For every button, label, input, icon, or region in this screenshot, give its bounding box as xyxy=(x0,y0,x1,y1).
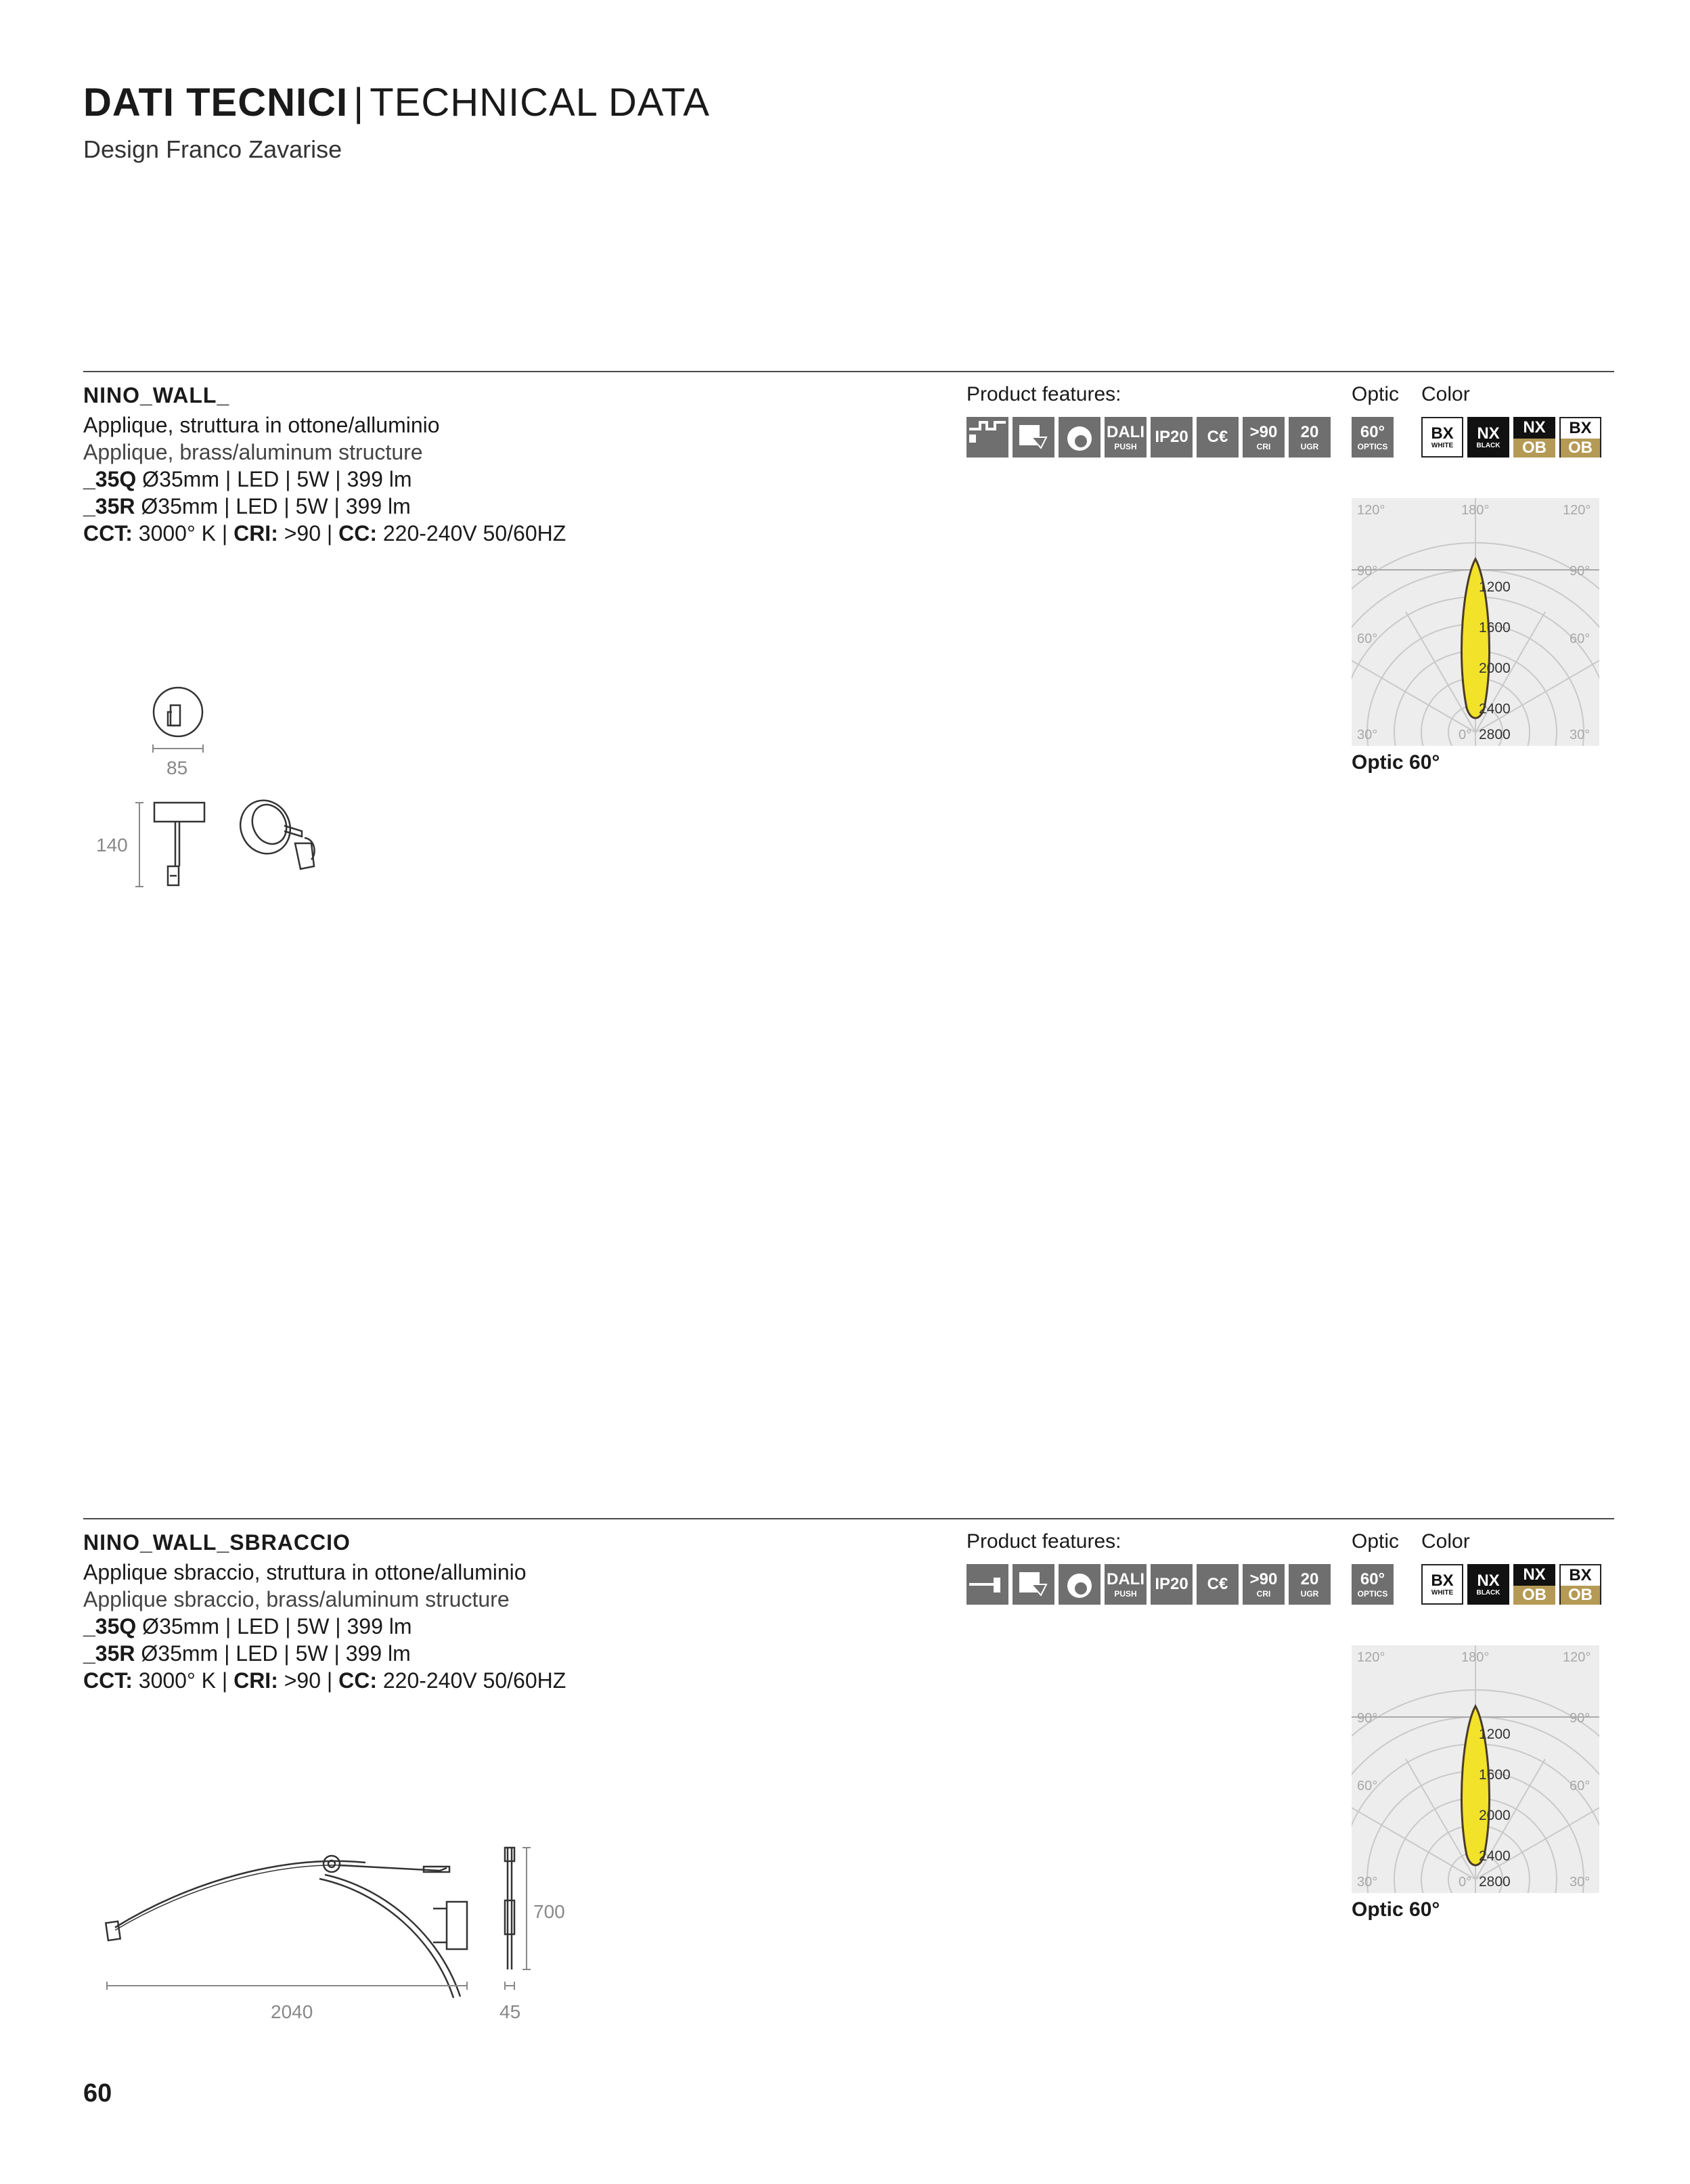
product-info xyxy=(83,1530,963,1695)
angle-label: 60° xyxy=(1357,631,1378,646)
dimension-width: 85 xyxy=(166,757,188,778)
optics-sub: OPTICS xyxy=(1357,1588,1388,1599)
variant-code: _35R xyxy=(83,494,135,518)
cri-badge-sub: CRI xyxy=(1256,1588,1271,1599)
angle-label: 90° xyxy=(1570,564,1591,579)
angle-label: 120° xyxy=(1357,1650,1385,1665)
cri-badge xyxy=(1243,1564,1285,1605)
ce-mark-badge xyxy=(1197,1564,1239,1605)
adjustable-icon xyxy=(1013,417,1054,458)
ip20-badge xyxy=(1151,417,1193,458)
product-technical-drawing xyxy=(81,677,379,907)
cri-badge-value: >90 xyxy=(1249,422,1278,441)
designer-credit: Design Franco Zavarise xyxy=(83,135,342,163)
variant-code: _35R xyxy=(83,1641,135,1666)
cct-value: 3000° K | xyxy=(138,1668,234,1693)
swatch-code: NX xyxy=(1523,1565,1546,1584)
product-technical-drawing xyxy=(81,1827,569,2030)
features-label: Product features: xyxy=(966,1530,1121,1553)
optic-caption: Optic 60° xyxy=(1352,751,1440,774)
description-italian: Applique sbraccio, struttura in ottone/alluminio xyxy=(83,1560,527,1584)
optics-value: 60° xyxy=(1360,422,1385,441)
ugr-badge-sub: UGR xyxy=(1300,1588,1319,1599)
color-swatch-nx-black xyxy=(1467,1564,1509,1605)
swatch-code: NX xyxy=(1523,418,1546,437)
section-divider xyxy=(83,1518,1614,1519)
cc-value: 220-240V 50/60HZ xyxy=(382,521,566,545)
ugr-badge-value: 20 xyxy=(1300,422,1319,441)
cri-value: >90 | xyxy=(284,521,339,545)
intensity-label: 2000 xyxy=(1479,661,1511,676)
angle-label: 90° xyxy=(1570,1711,1591,1726)
photometric-polar-diagram xyxy=(1352,498,1599,746)
variant-row xyxy=(83,1614,963,1641)
swatch-code: NX xyxy=(1477,1571,1500,1590)
swatch-code: BX xyxy=(1431,424,1454,443)
optics-badge xyxy=(1352,417,1394,458)
intensity-label: 2800 xyxy=(1479,1874,1511,1890)
intensity-label: 1600 xyxy=(1479,620,1511,636)
ce-text: C€ xyxy=(1207,1575,1228,1593)
cc-label: CC: xyxy=(338,1668,377,1693)
photometric-polar-diagram xyxy=(1352,1645,1599,1893)
features-label: Product features: xyxy=(966,383,1121,405)
optic-badges xyxy=(1352,1564,1394,1605)
swatch-code: BX xyxy=(1569,419,1592,437)
feature-badges xyxy=(966,417,1331,458)
variant-row xyxy=(83,494,963,521)
adjustable-icon xyxy=(1013,1564,1054,1605)
angle-label: 0° xyxy=(1459,728,1472,742)
angle-label: 90° xyxy=(1357,1711,1378,1726)
rotation-icon xyxy=(1059,1564,1100,1605)
color-swatches xyxy=(1421,1564,1601,1605)
description-english: Applique sbraccio, brass/aluminum structure xyxy=(83,1587,510,1611)
color-swatch-nx-ob xyxy=(1513,417,1555,458)
section-divider xyxy=(83,371,1614,372)
ce-mark-badge xyxy=(1197,417,1239,458)
angle-label: 60° xyxy=(1357,1779,1378,1793)
intensity-label: 2800 xyxy=(1479,727,1511,742)
angle-label: 120° xyxy=(1357,503,1385,518)
electrical-specs xyxy=(83,521,963,548)
page-title xyxy=(83,80,710,125)
angle-label: 30° xyxy=(1570,1875,1591,1890)
optics-sub: OPTICS xyxy=(1357,441,1388,451)
product-info xyxy=(83,383,963,548)
ugr-badge xyxy=(1289,1564,1331,1605)
intensity-label: 2000 xyxy=(1479,1808,1511,1823)
optic-label: Optic xyxy=(1352,1530,1400,1553)
variant-spec: Ø35mm | LED | 5W | 399 lm xyxy=(142,467,412,491)
angle-label: 180° xyxy=(1461,1650,1490,1665)
push-text: PUSH xyxy=(1114,441,1137,451)
cct-label: CCT: xyxy=(83,1668,133,1693)
intensity-label: 1600 xyxy=(1479,1767,1511,1783)
color-label: Color xyxy=(1421,383,1470,405)
description-italian: Applique, struttura in ottone/alluminio xyxy=(83,413,440,437)
color-swatch-bx-ob xyxy=(1559,1564,1601,1605)
ip-text: IP20 xyxy=(1155,428,1188,446)
color-swatch-bx-white xyxy=(1421,1564,1463,1605)
electrical-specs xyxy=(83,1668,963,1695)
swatch-name: WHITE xyxy=(1431,441,1454,449)
intensity-label: 2400 xyxy=(1479,1848,1511,1864)
dimension-height: 140 xyxy=(96,834,128,855)
color-swatches xyxy=(1421,417,1601,458)
swatch-code: BX xyxy=(1431,1571,1454,1590)
product-name: NINO_WALL_ xyxy=(83,383,230,407)
intensity-label: 1200 xyxy=(1479,579,1511,595)
cc-label: CC: xyxy=(338,521,377,545)
variant-code: _35Q xyxy=(83,467,137,491)
dali-push-badge xyxy=(1105,1564,1147,1605)
product-name: NINO_WALL_SBRACCIO xyxy=(83,1530,351,1555)
feature-badges xyxy=(966,1564,1331,1605)
cc-value: 220-240V 50/60HZ xyxy=(382,1668,566,1693)
swatch-name: WHITE xyxy=(1431,1588,1454,1597)
swatch-finish: OB xyxy=(1513,439,1555,458)
title-english: TECHNICAL DATA xyxy=(370,81,710,125)
angle-label: 30° xyxy=(1570,728,1591,742)
angle-label: 180° xyxy=(1461,503,1490,518)
optic-caption: Optic 60° xyxy=(1352,1898,1440,1921)
intensity-label: 1200 xyxy=(1479,1726,1511,1742)
dimension-height: 700 xyxy=(533,1901,565,1922)
color-swatch-bx-ob xyxy=(1559,417,1601,458)
variant-row xyxy=(83,467,963,494)
cri-label: CRI: xyxy=(234,1668,278,1693)
ugr-badge-value: 20 xyxy=(1300,1569,1319,1588)
dimension-width: 2040 xyxy=(271,2001,313,2022)
description-english: Applique, brass/aluminum structure xyxy=(83,440,423,464)
variant-spec: Ø35mm | LED | 5W | 399 lm xyxy=(141,1641,411,1666)
dali-push-badge xyxy=(1105,417,1147,458)
color-label: Color xyxy=(1421,1530,1470,1553)
swatch-name: BLACK xyxy=(1476,441,1500,449)
title-italian: DATI TECNICI xyxy=(83,81,349,125)
intensity-label: 2400 xyxy=(1479,701,1511,717)
swatch-code: NX xyxy=(1477,424,1500,443)
angle-label: 120° xyxy=(1563,503,1591,518)
ip20-badge xyxy=(1151,1564,1193,1605)
swatch-name: BLACK xyxy=(1476,1588,1500,1597)
title-separator: | xyxy=(353,81,365,125)
angle-label: 90° xyxy=(1357,564,1378,579)
cri-value: >90 | xyxy=(284,1668,339,1693)
cri-badge xyxy=(1243,417,1285,458)
dali-text: DALI xyxy=(1107,422,1144,441)
angle-label: 120° xyxy=(1563,1650,1591,1665)
recessed-mount-icon xyxy=(966,417,1008,458)
angle-label: 0° xyxy=(1459,1875,1472,1890)
cct-value: 3000° K | xyxy=(138,521,234,545)
angle-label: 30° xyxy=(1357,1875,1378,1890)
variant-spec: Ø35mm | LED | 5W | 399 lm xyxy=(141,494,411,518)
swatch-finish: OB xyxy=(1561,1586,1600,1605)
variant-spec: Ø35mm | LED | 5W | 399 lm xyxy=(142,1614,412,1639)
optics-badge xyxy=(1352,1564,1394,1605)
cri-badge-value: >90 xyxy=(1249,1569,1278,1588)
dimension-depth: 45 xyxy=(499,2001,521,2022)
cri-label: CRI: xyxy=(234,521,278,545)
angle-label: 60° xyxy=(1570,1779,1591,1793)
swatch-code: BX xyxy=(1569,1566,1592,1584)
swatch-finish: OB xyxy=(1513,1586,1555,1605)
ugr-badge xyxy=(1289,417,1331,458)
optics-value: 60° xyxy=(1360,1569,1385,1588)
optic-badges xyxy=(1352,417,1394,458)
page-number: 60 xyxy=(83,2079,112,2108)
angle-label: 60° xyxy=(1570,631,1591,646)
color-swatch-nx-black xyxy=(1467,417,1509,458)
cct-label: CCT: xyxy=(83,521,133,545)
color-swatch-nx-ob xyxy=(1513,1564,1555,1605)
variant-code: _35Q xyxy=(83,1614,137,1639)
variant-row xyxy=(83,1641,963,1668)
push-text: PUSH xyxy=(1114,1588,1137,1599)
swatch-finish: OB xyxy=(1561,439,1600,458)
angle-label: 30° xyxy=(1357,728,1378,742)
optic-label: Optic xyxy=(1352,383,1400,405)
wall-mount-icon xyxy=(966,1564,1008,1605)
cri-badge-sub: CRI xyxy=(1256,441,1271,451)
color-swatch-bx-white xyxy=(1421,417,1463,458)
dali-text: DALI xyxy=(1107,1569,1144,1588)
rotation-icon xyxy=(1059,417,1100,458)
ce-text: C€ xyxy=(1207,428,1228,446)
ip-text: IP20 xyxy=(1155,1575,1188,1593)
ugr-badge-sub: UGR xyxy=(1300,441,1319,451)
